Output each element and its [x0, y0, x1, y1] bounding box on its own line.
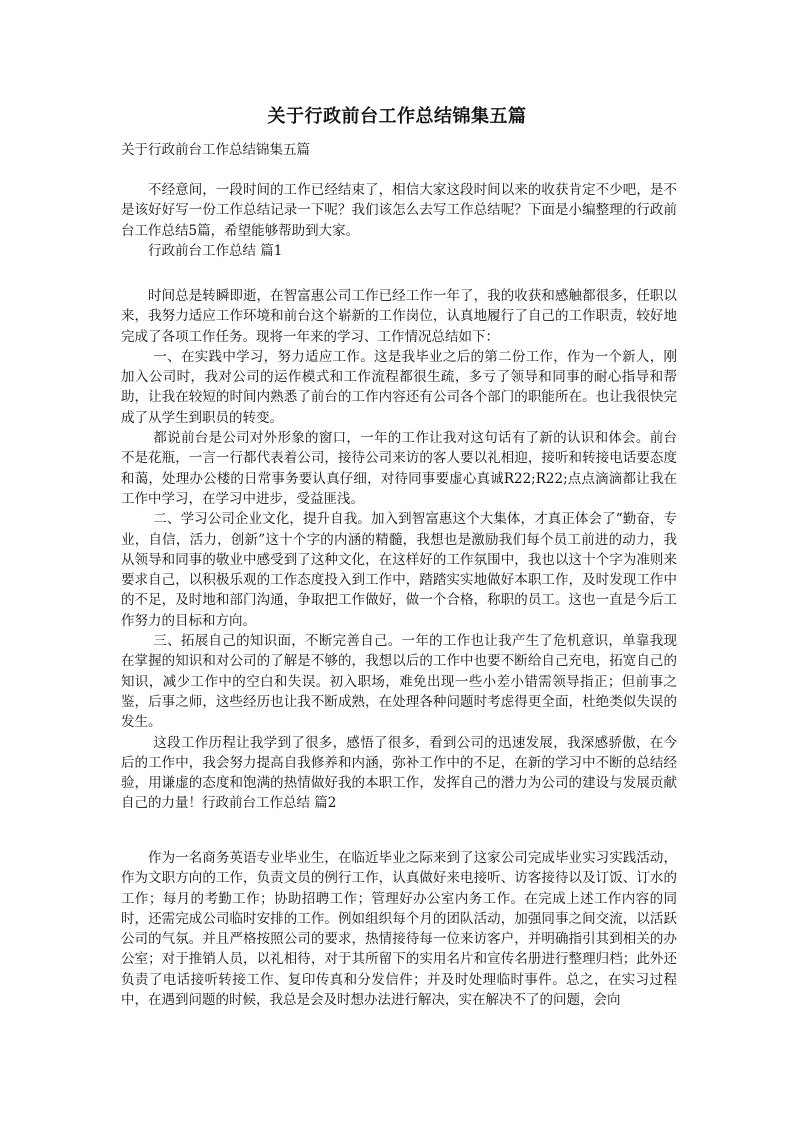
- section-1-paragraph-5: 三、拓展自己的知识面，不断完善自己。一年的工作也让我产生了危机意识，单靠我现在掌握的知识和对公司的了解是不够的，我想以后的工作中也要不断给自己充电，拓宽自己的知识，减少工作中的空白和失误。初入职场，难免出现一些小差小错需领导指正；但前事之鉴，后事之师，这些经历也让我不断成熟，在处理各种问题时考虑得更全面，杜绝类似失误的发生。: [121, 633, 677, 731]
- section-1-paragraph-2: 一、在实践中学习，努力适应工作。这是我毕业之后的第二份工作，作为一个新人，刚加入公司时，我对公司的运作模式和工作流程都很生疏，多亏了领导和同事的耐心指导和帮助，让我在较短的时间内熟悉了前台的工作内容还有公司各个部门的职能所在。也让我很快完成了从学生到职员的转变。: [121, 348, 677, 426]
- intro-block: [121, 180, 677, 261]
- section-1-paragraph-4: 二、学习公司企业文化，提升自我。加入到智富惠这个大集体，才真正体会了“勤奋，专业，自信，活力，创新”这十个字的内涵的精髓，我想也是激励我们每个员工前进的动力，我从领导和同事的敬业中感受到了这种文化，在这样好的工作氛围中，我也以这十个字为准则来要求自己，以积极乐观的工作态度投入到工作中，踏踏实实地做好本职工作，及时发现工作中的不足，及时地和部门沟通，争取把工作做好，做一个合格，称职的员工。这也一直是今后工作努力的目标和方向。: [121, 511, 677, 629]
- section-heading-1: 行政前台工作总结 篇1: [148, 242, 283, 259]
- section-2-body: [121, 848, 677, 1010]
- section-1-paragraph-3: 都说前台是公司对外形象的窗口，一年的工作让我对这句话有了新的认识和体会。前台不是花瓶，一言一行都代表着公司，接待公司来访的客人要以礼相迎，接听和转接电话要态度和蔼，处理办公楼的日常事务要认真仔细，对待同事要虚心真诚R22;R22;点点滴滴都让我在工作中学习，在学习中进步，受益匪浅。: [121, 430, 677, 507]
- section-2-paragraph-1: 作为一名商务英语专业毕业生，在临近毕业之际来到了这家公司完成毕业实习实践活动，作为文职方向的工作，负责文员的例行工作，认真做好来电接听、访客接待以及订饭、订水的工作；每月的考勤工作；协助招聘工作；管理好办公室内务工作。在完成上述工作内容的同时，还需完成公司临时安排的工作。例如组织每个月的团队活动，加强同事之间交流，以活跃公司的气氛。并且严格按照公司的要求，热情接待每一位来访客户，并明确指引其到相关的办公室；对于推销人员，以礼相待，对于其所留下的实用名片和宣传名册进行整理归档；此外还负责了电话接听转接工作、复印传真和分发信件；并及时处理临时事件。总之，在实习过程中，在遇到问题的时候，我总是会及时想办法进行解决，实在解决不了的问题，会向: [121, 850, 677, 1009]
- intro-paragraph: 不经意间，一段时间的工作已经结束了，相信大家这段时间以来的收获肯定不少吧，是不是该好好写一份工作总结记录一下呢？我们该怎么去写工作总结呢？下面是小编整理的行政前台工作总结5篇，希望能够帮助到大家。: [121, 182, 677, 239]
- document-title: 关于行政前台工作总结锦集五篇: [267, 106, 527, 127]
- document-subtitle: 关于行政前台工作总结锦集五篇: [121, 142, 310, 158]
- section-1-paragraph-6: 这段工作历程让我学到了很多，感悟了很多，看到公司的迅速发展，我深感骄傲，在今后的工作中，我会努力提高自我修养和内涵，弥补工作中的不足，在新的学习中不断的总结经验，用谦虚的态度和饱满的热情做好我的本职工作，发挥自己的潜力为公司的建设与发展贡献自己的力量！行政前台工作总结 篇2: [121, 734, 677, 812]
- section-1-paragraph-1: 时间总是转瞬即逝，在智富惠公司工作已经工作一年了，我的收获和感触都很多，任职以来，我努力适应工作环境和前台这个崭新的工作岗位，认真地履行了自己的工作职责，较好地完成了各项工作任务。现将一年来的学习、工作情况总结如下：: [121, 288, 677, 345]
- section-1-body: [121, 286, 677, 814]
